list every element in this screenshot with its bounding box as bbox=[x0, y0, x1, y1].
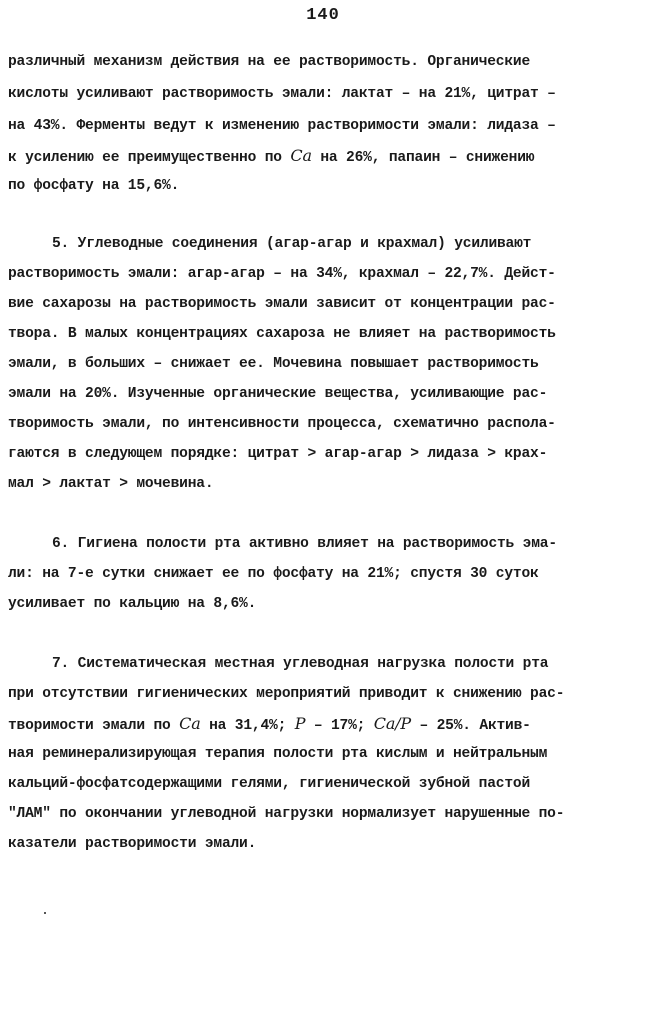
line-tail: на 31,4%; bbox=[209, 718, 287, 734]
handwritten-symbol: Ca bbox=[179, 714, 201, 733]
text-line: кислоты усиливают растворимость эмали: лактат – на 21%, цитрат – bbox=[8, 86, 556, 102]
text-line bbox=[8, 146, 598, 168]
paragraph-start: 5. Углеводные соединения (агар-агар и крахмал) усиливают bbox=[52, 236, 532, 252]
text-line: по фосфату на 15,6%. bbox=[8, 178, 180, 194]
text-line: кальций-фосфатсодержащими гелями, гигиенической зубной пастой bbox=[8, 776, 531, 792]
text-line bbox=[8, 714, 598, 736]
text-line: на 43%. Ферменты ведут к изменению растворимости эмали: лидаза – bbox=[8, 118, 556, 134]
handwritten-symbol: Ca bbox=[290, 146, 312, 165]
text-line: мал > лактат > мочевина. bbox=[8, 476, 214, 492]
text-line: "ЛАМ" по окончании углеводной нагрузки нормализует нарушенные по- bbox=[8, 806, 565, 822]
text-line: эмали на 20%. Изученные органические вещества, усиливающие рас- bbox=[8, 386, 548, 402]
line-tail: – 25%. Актив- bbox=[419, 718, 531, 734]
text-line: вие сахарозы на растворимость эмали зависит от концентрации рас- bbox=[8, 296, 556, 312]
scan-speck bbox=[44, 912, 46, 914]
text-line: растворимость эмали: агар-агар – на 34%, крахмал – 22,7%. Дейст- bbox=[8, 266, 556, 282]
handwritten-symbol: P bbox=[294, 714, 306, 733]
paragraph-start: 6. Гигиена полости рта активно влияет на растворимость эма- bbox=[52, 536, 557, 552]
text-line: различный механизм действия на ее растворимость. Органические bbox=[8, 54, 531, 70]
text-line: усиливает по кальцию на 8,6%. bbox=[8, 596, 257, 612]
page-number: 140 bbox=[306, 6, 340, 25]
line-tail: на 26%, папаин – снижению bbox=[320, 150, 535, 166]
handwritten-symbol: Ca/P bbox=[373, 714, 411, 733]
text-line: ная реминерализирующая терапия полости рта кислым и нейтральным bbox=[8, 746, 548, 762]
paragraph-start: 7. Систематическая местная углеводная нагрузка полости рта bbox=[52, 656, 549, 672]
text-line: при отсутствии гигиенических мероприятий приводит к снижению рас- bbox=[8, 686, 565, 702]
line-tail: – 17%; bbox=[313, 718, 366, 734]
text-line: казатели растворимости эмали. bbox=[8, 836, 257, 852]
text-line: гаются в следующем порядке: цитрат > агар-агар > лидаза > крах- bbox=[8, 446, 548, 462]
text-line: творимость эмали, по интенсивности процесса, схематично распола- bbox=[8, 416, 556, 432]
line-text: творимости эмали по bbox=[8, 718, 171, 734]
line-text: к усилению ее преимущественно по bbox=[8, 150, 282, 166]
text-line: твора. В малых концентрациях сахароза не влияет на растворимость bbox=[8, 326, 556, 342]
text-line: ли: на 7-е сутки снижает ее по фосфату на 21%; спустя 30 суток bbox=[8, 566, 539, 582]
text-line: эмали, в больших – снижает ее. Мочевина повышает растворимость bbox=[8, 356, 539, 372]
